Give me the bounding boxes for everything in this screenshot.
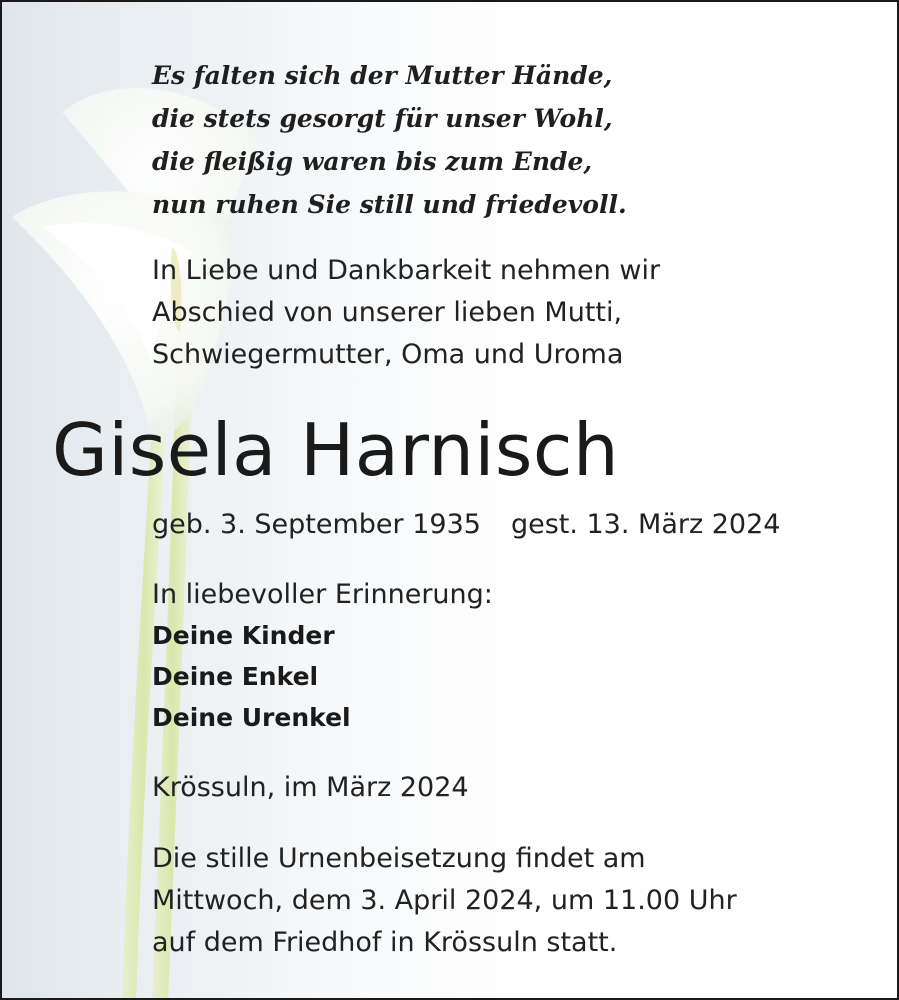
poem-line: die stets gesorgt für unser Wohl, [152,104,613,133]
poem-line: die fleißig waren bis zum Ende, [152,147,593,176]
birth-date: geb. 3. September 1935 [152,509,481,540]
burial-line: Mittwoch, dem 3. April 2024, um 11.00 Uhr [152,885,737,916]
intro-line: In Liebe und Dankbarkeit nehmen wir [152,255,661,286]
intro-line: Schwiegermutter, Oma und Uroma [152,339,624,370]
poem-line: nun ruhen Sie still und friedevoll. [152,190,627,219]
life-dates [152,504,780,546]
burial-line: Die stille Urnenbeisetzung findet am [152,843,646,874]
deceased-name: Gisela Harnisch [52,408,620,492]
poem-line: Es falten sich der Mutter Hände, [152,61,613,90]
poem [152,54,627,226]
mourners-list [152,615,351,738]
farewell-intro [152,250,660,376]
burial-line: auf dem Friedhof in Krössuln statt. [152,927,618,958]
mourner-item: Deine Kinder [152,621,335,650]
mourner-item: Deine Urenkel [152,703,351,732]
place-and-date: Krössuln, im März 2024 [152,772,469,803]
death-date: gest. 13. März 2024 [510,509,781,540]
burial-info [152,838,737,964]
mourner-item: Deine Enkel [152,662,319,691]
memory-heading: In liebevoller Erinnerung: [152,579,493,610]
intro-line: Abschied von unserer lieben Mutti, [152,297,623,328]
